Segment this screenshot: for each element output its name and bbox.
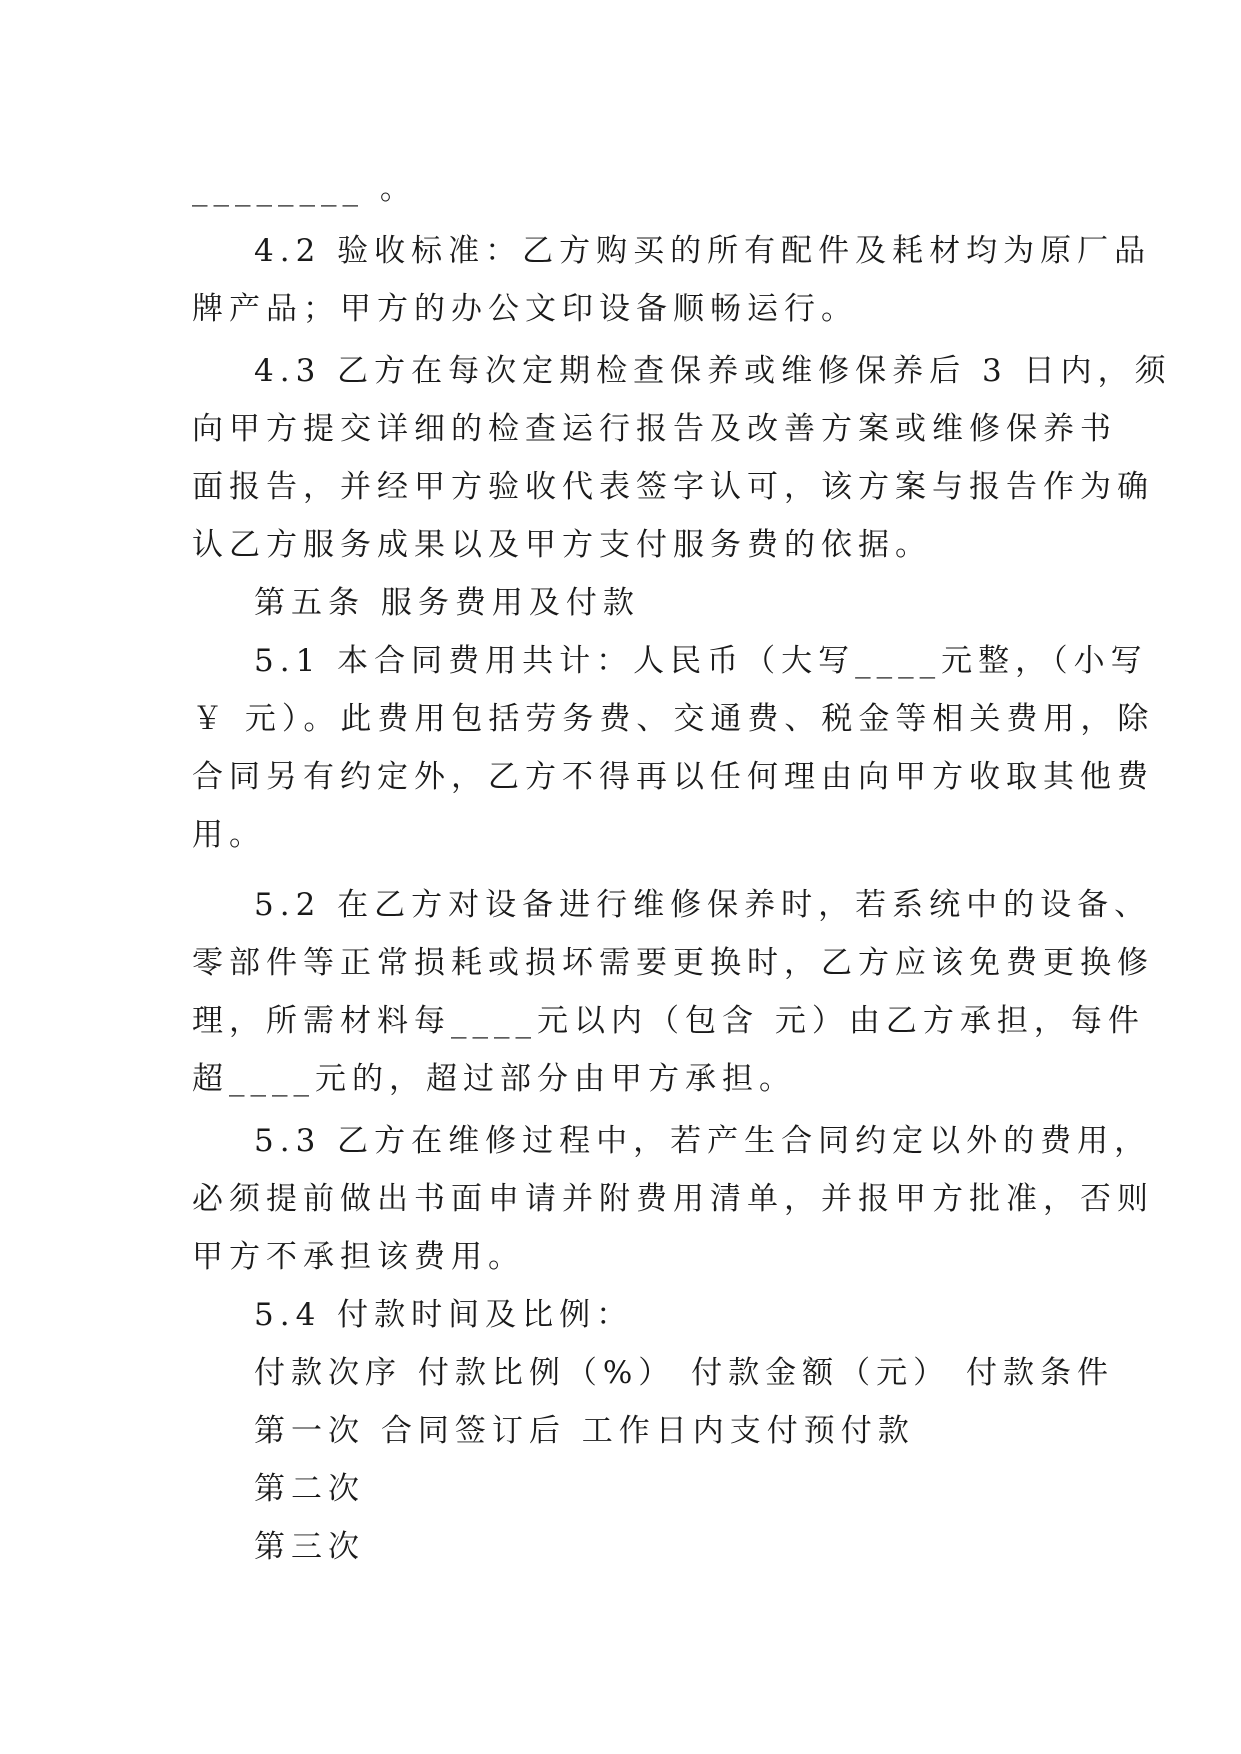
clause-5-2-line-1: 5.2 在乙方对设备进行维修保养时，若系统中的设备、 — [254, 887, 1152, 923]
clause-5-1-line-2: ￥ 元）。此费用包括劳务费、交通费、税金等相关费用，除 — [192, 701, 1155, 737]
clause-5-2-line-2: 零部件等正常损耗或损坏需要更换时，乙方应该免费更换修 — [192, 945, 1154, 981]
clause-4-3-line-3: 面报告，并经甲方验收代表签字认可，该方案与报告作为确 — [192, 469, 1154, 505]
clause-5-1-line-3: 合同另有约定外，乙方不得再以任何理由向甲方收取其他费 — [192, 759, 1154, 795]
article-5-heading: 第五条 服务费用及付款 — [254, 585, 640, 621]
clause-5-4-heading: 5.4 付款时间及比例： — [254, 1297, 634, 1333]
payment-row-1: 第一次 合同签订后 工作日内支付预付款 — [254, 1413, 915, 1449]
payment-row-2: 第二次 — [254, 1471, 365, 1507]
clause-5-1-line-4: 用。 — [192, 817, 266, 853]
clause-5-2-line-3: 理，所需材料每____元以内（包含 元）由乙方承担，每件 — [192, 1003, 1145, 1039]
clause-5-1-line-1: 5.1 本合同费用共计：人民币（大写____元整，（小写 — [254, 643, 1148, 679]
payment-table-header: 付款次序 付款比例（%） 付款金额（元） 付款条件 — [254, 1355, 1115, 1391]
clause-4-2-line-2: 牌产品；甲方的办公文印设备顺畅运行。 — [192, 291, 858, 327]
clause-5-3-line-1: 5.3 乙方在维修过程中，若产生合同约定以外的费用， — [254, 1123, 1152, 1159]
payment-row-3: 第三次 — [254, 1529, 365, 1565]
clause-5-3-line-2: 必须提前做出书面申请并附费用清单，并报甲方批准，否则 — [192, 1181, 1154, 1217]
clause-4-3-line-1: 4.3 乙方在每次定期检查保养或维修保养后 3 日内，须 — [254, 353, 1172, 389]
clause-4-3-line-4: 认乙方服务成果以及甲方支付服务费的依据。 — [192, 527, 932, 563]
clause-5-3-line-3: 甲方不承担该费用。 — [192, 1239, 525, 1275]
clause-4-3-line-2: 向甲方提交详细的检查运行报告及改善方案或维修保养书 — [192, 411, 1117, 447]
clause-4-2-line-1: 4.2 验收标准：乙方购买的所有配件及耗材均为原厂品 — [254, 233, 1152, 269]
blank-line-end: ________ 。 — [192, 171, 417, 207]
clause-5-2-line-4: 超____元的，超过部分由甲方承担。 — [192, 1061, 796, 1097]
document-page — [192, 160, 1172, 1576]
